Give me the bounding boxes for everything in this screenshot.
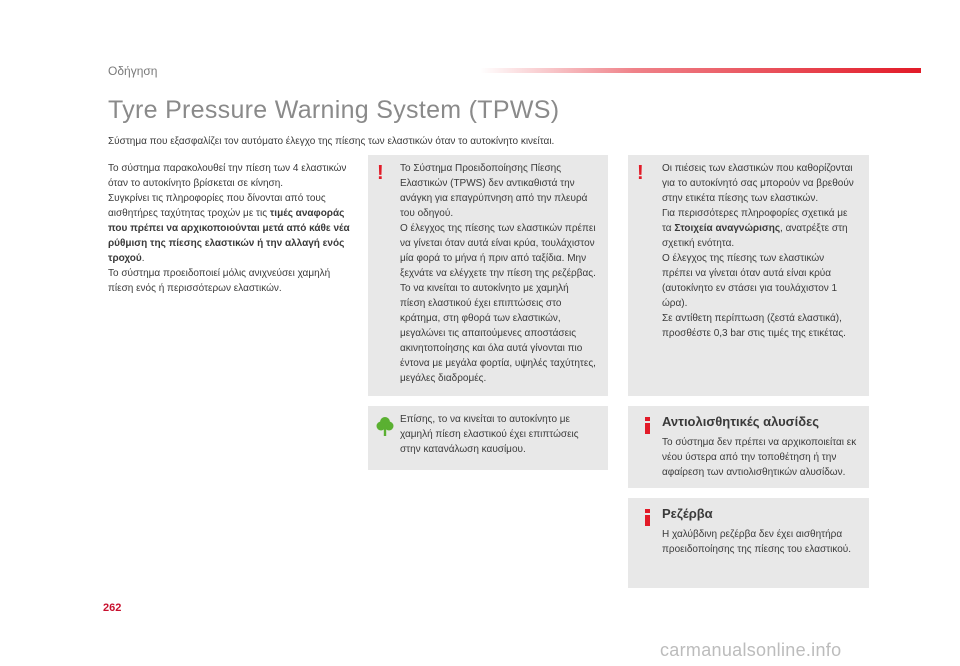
identification-link-text: Στοιχεία αναγνώρισης (674, 223, 781, 234)
header-accent-bar (480, 68, 921, 73)
snow-chains-heading: Αντιολισθητικές αλυσίδες (662, 414, 820, 429)
info-box-snow-chains (628, 406, 869, 488)
intro-text: Συγκρίνει τις πληροφορίες που δίνονται από τους αισθητήρες ταχύτητας τροχών με τις (108, 193, 326, 219)
page-subtitle: Σύστημα που εξασφαλίζει τον αυτόματο έλεγχο της πίεσης των ελαστικών όταν το αυτοκίνητο κινείται. (108, 136, 555, 147)
pressure-paragraph-2 (662, 206, 857, 251)
warning-paragraph-1: Το Σύστημα Προειδοποίησης Πίεσης Ελαστικών (TPWS) δεν αντικαθιστά την ανάγκη για επαγρύπνηση από την πλευρά του οδηγού. (400, 163, 588, 219)
intro-paragraph-3: Το σύστημα προειδοποιεί μόλις ανιχνεύσει χαμηλή πίεση ενός ή περισσότερων ελαστικών. (108, 268, 331, 294)
exclamation-icon: ! (377, 162, 384, 184)
info-box-spare-wheel (628, 498, 869, 588)
exclamation-icon: ! (637, 162, 644, 184)
pressure-text-end: , ανατρέξτε στη σχετική ενότητα. (662, 223, 848, 249)
snow-chains-text: Το σύστημα δεν πρέπει να αρχικοποιείται εκ νέου ύστερα από την τοποθέτηση ή την αφαίρεση των αντιολισθητικών αλυσίδων. (662, 437, 857, 478)
intro-bold-text: τιμές αναφοράς που πρέπει να αρχικοποιούνται μετά από κάθε νέα ρύθμιση της πίεσης ελαστικών ή την αλλαγή ενός τροχού (108, 208, 350, 264)
watermark: carmanualsonline.info (660, 640, 842, 660)
pressure-paragraph-1: Οι πιέσεις των ελαστικών που καθορίζονται για το αυτοκίνητό σας μπορούν να βρεθούν στην ετικέτα πίεσης των ελαστικών. (662, 163, 854, 204)
intro-paragraph-2 (108, 191, 353, 266)
intro-text-end: . (141, 253, 145, 264)
spare-wheel-text: Η χαλύβδινη ρεζέρβα δεν έχει αισθητήρα προειδοποίησης της πίεσης του ελαστικού. (662, 529, 852, 555)
pressure-paragraph-4: Σε αντίθετη περίπτωση (ζεστά ελαστικά), προσθέστε 0,3 bar στις τιμές της ετικέτας. (662, 313, 846, 339)
info-icon (645, 509, 651, 526)
page-title: Tyre Pressure Warning System (TPWS) (108, 96, 560, 124)
section-label: Οδήγηση (108, 64, 158, 78)
warning-box-tpws (368, 155, 608, 396)
intro-paragraph-1: Το σύστημα παρακολουθεί την πίεση των 4 ελαστικών όταν το αυτοκίνητο βρίσκεται σε κίνηση. (108, 163, 347, 189)
page-number: 262 (103, 602, 122, 614)
warning-paragraph-3: Το να κινείται το αυτοκίνητο με χαμηλή πίεση ελαστικού έχει επιπτώσεις στο κράτημα, στη φθορά των ελαστικών, μεγαλώνει τις απαιτούμενες αποστάσεις ακινητοποίησης και όλα αυτά γίνονται πιο έντονα με μεγάλα φορτία, υψηλές ταχύτητες, μεγάλες διαδρομές. (400, 283, 596, 384)
spare-wheel-heading: Ρεζέρβα (662, 506, 713, 521)
pressure-text: Για περισσότερες πληροφορίες σχετικά με τα (662, 208, 848, 234)
info-icon (645, 417, 651, 434)
warning-paragraph-2: Ο έλεγχος της πίεσης των ελαστικών πρέπει να γίνεται όταν αυτά είναι κρύα, τουλάχιστον μία φορά το μήνα ή πριν από ταξίδια. Μην ξεχνάτε να ελέγχετε την πίεση της ρεζέρβας. (400, 223, 596, 279)
pressure-paragraph-3: Ο έλεγχος της πίεσης των ελαστικών πρέπει να γίνεται όταν αυτά είναι κρύα (αυτοκίνητο εν στάσει για τουλάχιστον 1 ώρα). (662, 253, 838, 309)
tree-icon (376, 416, 394, 436)
warning-box-pressures (628, 155, 869, 396)
intro-column (108, 161, 353, 296)
eco-text: Επίσης, το να κινείται το αυτοκίνητο με χαμηλή πίεση ελαστικού έχει επιπτώσεις στην κατανάλωση καυσίμου. (400, 414, 579, 455)
eco-box (368, 406, 608, 470)
